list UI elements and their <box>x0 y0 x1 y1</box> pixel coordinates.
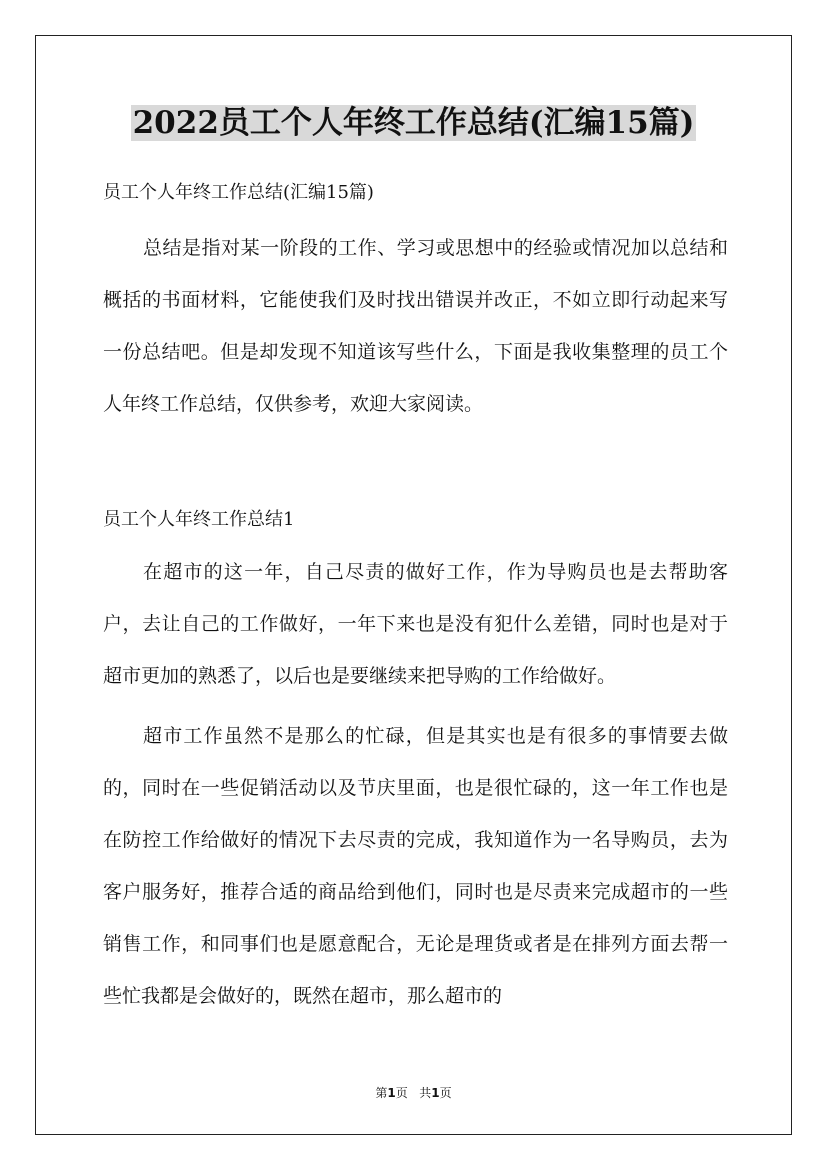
document-subtitle: 员工个人年终工作总结(汇编15篇) <box>103 182 374 203</box>
section-paragraph-2: 超市工作虽然不是那么的忙碌，但是其实也是有很多的事情要去做的，同时在一些促销活动以及节庆里面，也是很忙碌的，这一年工作也是在防控工作给做好的情况下去尽责的完成，我知道作为一名导购员，去为客户服务好，推荐合适的商品给到他们，同时也是尽责来完成超市的一些销售工作，和同事们也是愿意配合，无论是理货或者是在排列方面去帮一些忙我都是会做好的，既然在超市，那么超市的 <box>103 725 728 1007</box>
document-title <box>0 103 827 143</box>
footer-page-suffix: 页 <box>439 1086 452 1100</box>
section-heading: 员工个人年终工作总结1 <box>103 509 295 530</box>
section-paragraph-1: 在超市的这一年，自己尽责的做好工作，作为导购员也是去帮助客户，去让自己的工作做好，一年下来也是没有犯什么差错，同时也是对于超市更加的熟悉了，以后也是要继续来把导购的工作给做好。 <box>103 561 728 687</box>
footer-page-prefix: 第 <box>375 1086 388 1100</box>
document-title-text: 2022员工个人年终工作总结(汇编15篇) <box>132 105 695 141</box>
page-footer <box>0 1085 827 1101</box>
intro-paragraph: 总结是指对某一阶段的工作、学习或思想中的经验或情况加以总结和概括的书面材料，它能使我们及时找出错误并改正，不如立即行动起来写一份总结吧。但是却发现不知道该写些什么，下面是我收集整理的员工个人年终工作总结，仅供参考，欢迎大家阅读。 <box>103 237 728 415</box>
footer-page-mid: 页 共 <box>395 1086 432 1100</box>
footer-page-current: 1 <box>387 1086 396 1100</box>
footer-page-total: 1 <box>431 1086 440 1100</box>
